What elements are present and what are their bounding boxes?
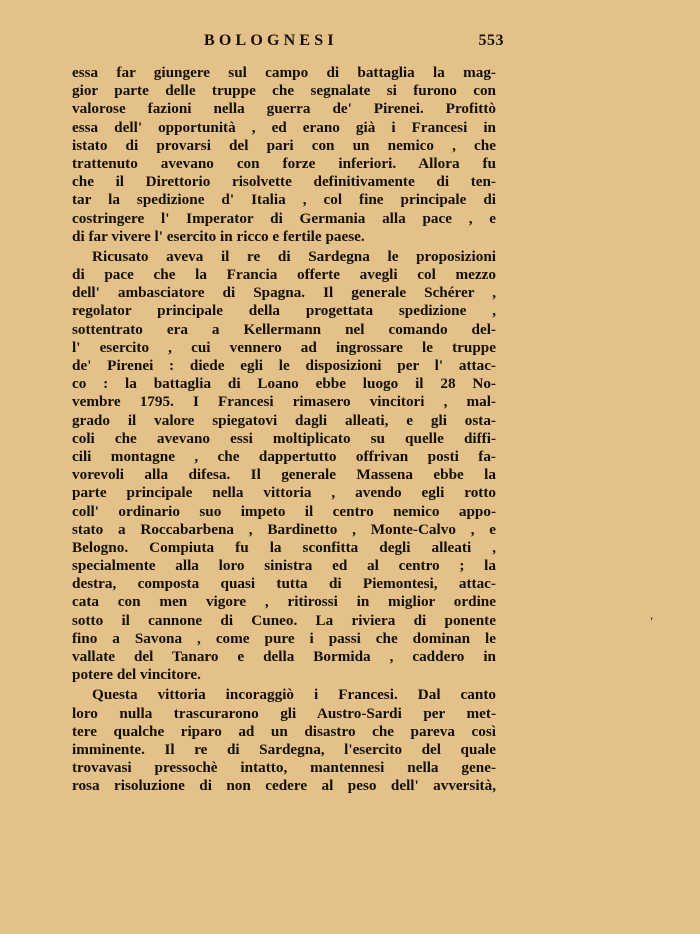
margin-speck: ' [650,614,654,628]
text-line: costringere l' Imperator di Germania alla pace , e [72,209,496,227]
text-line: regolator principale della progettata spedizione , [72,302,496,320]
text-line: che il Direttorio risolvette definitivamente di ten- [72,173,496,191]
text-line: vallate del Tanaro e della Bormida , caddero in [72,648,496,665]
text-line: dell' ambasciatore di Spagna. Il generale Schérer , [72,284,496,302]
text-line: di pace che la Francia offerte avegli col mezzo [72,266,496,284]
text-line: essa far giungere sul campo di battaglia la mag- [72,64,496,81]
text-line: istato di provarsi del pari con un nemico , che [72,136,496,154]
text-line: de' Pirenei : diede egli le disposizioni per l' attac- [72,357,496,374]
text-line: co : la battaglia di Loano ebbe luogo il 28 No- [72,375,496,393]
text-line: trovavasi pressochè intatto, mantennesi nella gene- [72,759,496,777]
text-line: essa dell' opportunità , ed erano già i Francesi in [72,118,496,136]
text-line: vembre 1795. I Francesi rimasero vincitori , mal- [72,393,496,411]
text-line: specialmente alla loro sinistra ed al centro ; la [72,557,496,575]
text-line: di far vivere l' esercito in ricco e fertile paese. [72,227,365,245]
text-line: Belogno. Compiuta fu la sconfitta degli alleati , [72,538,496,556]
text-line: coll' ordinario suo impeto il centro nemico appo- [72,502,496,520]
text-line: Questa vittoria incoraggiò i Francesi. Dal canto [92,686,496,704]
text-line: tere qualche riparo ad un disastro che pareva così [72,722,496,740]
text-line: vorevoli alla difesa. Il generale Massena ebbe la [72,466,496,484]
text-line: sotto il cannone di Cuneo. La riviera di ponente [72,611,496,629]
text-line: parte principale nella vittoria , avendo egli rotto [72,484,496,502]
text-line: l' esercito , cui vennero ad ingrossare le truppe [72,338,496,356]
running-head-title: BOLOGNESI [204,32,338,49]
text-line: gior parte delle truppe che segnalate si furono con [72,82,496,100]
text-line: rosa risoluzione di non cedere al peso dell' avversità, [72,777,496,795]
text-line: potere del vincitore. [72,666,201,684]
running-head [72,32,504,56]
text-line: valorose fazioni nella guerra de' Pirenei. Profittò [72,100,496,118]
text-line: imminente. Il re di Sardegna, l'esercito del quale [72,740,496,758]
page-number: 553 [478,32,504,49]
text-line: sottentrato era a Kellermann nel comando del- [72,320,496,338]
text-line: cata con men vigore , ritirossi in miglior ordine [72,593,496,611]
text-line: tar la spedizione d' Italia , col fine principale di [72,191,496,209]
text-line: coli che avevano essi moltiplicato su quelle diffi- [72,429,496,447]
text-line: trattenuto avevano con forze inferiori. Allora fu [72,154,496,172]
text-line: loro nulla trascurarono gli Austro-Sardi per met- [72,704,496,722]
text-line: grado il valore spiegatovi dagli alleati, e gli osta- [72,411,496,429]
text-line: Ricusato aveva il re di Sardegna le proposizioni [92,247,496,265]
text-line: fino a Savona , come pure i passi che dominan le [72,629,496,647]
body-text [72,64,496,796]
text-line: cili montagne , che dappertutto offrivan posti fa- [72,447,496,465]
text-line: destra, composta quasi tutta di Piemontesi, attac- [72,575,496,593]
text-line: stato a Roccabarbena , Bardinetto , Monte-Calvo , e [72,520,496,538]
